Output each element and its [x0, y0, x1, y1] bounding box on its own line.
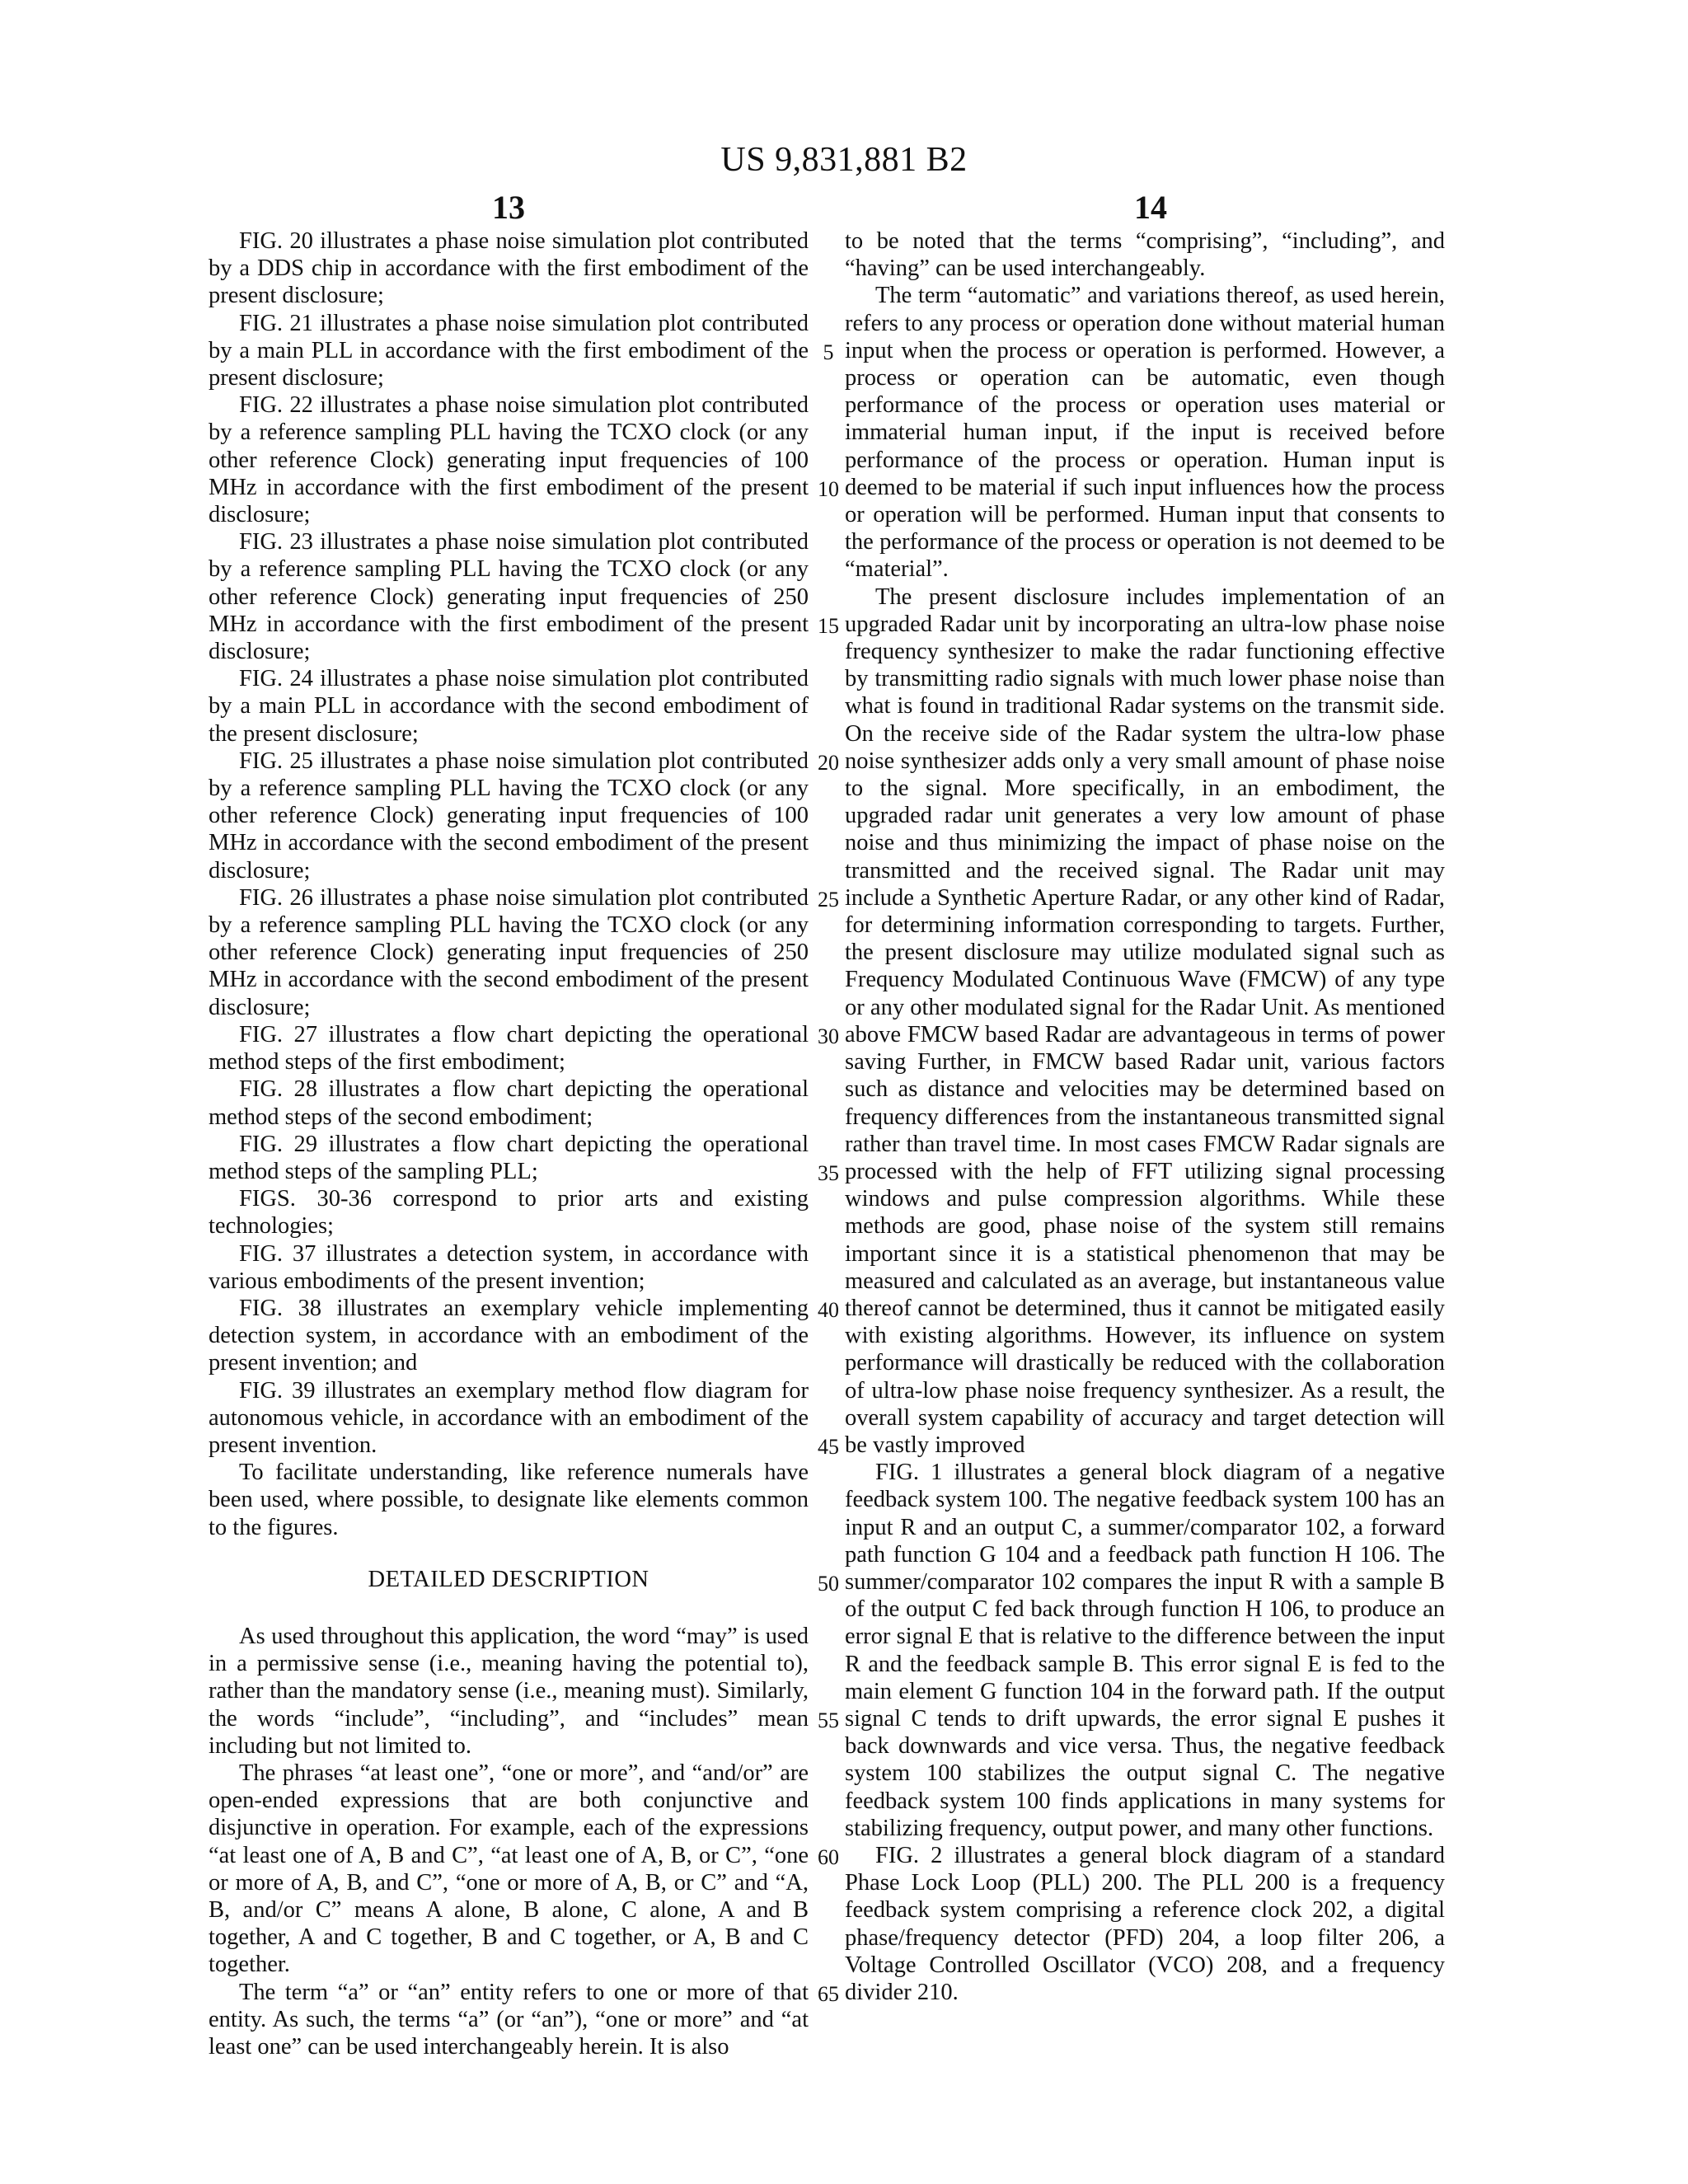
right-column [845, 227, 1445, 2006]
paragraph: FIG. 24 illustrates a phase noise simulation plot contributed by a main PLL in accordance with the second embodiment of the present disclosure; [209, 666, 809, 747]
page-number-right: 14 [1134, 189, 1167, 226]
paragraph: The term “a” or “an” entity refers to one or more of that entity. As such, the terms “a” (or “an”), “one or more” and “at least one” can be used interchangeably herein. It is also [209, 1979, 809, 2060]
paragraph: FIG. 29 illustrates a flow chart depicting the operational method steps of the sampling PLL; [209, 1131, 809, 1184]
line-number: 65 [818, 1982, 839, 2006]
line-number: 5 [823, 340, 834, 364]
paragraph: FIG. 23 illustrates a phase noise simulation plot contributed by a reference sampling PLL having the TCXO clock (or any other reference Clock) generating input frequencies of 250 MHz in accordance with the first embodiment of the present disclosure; [209, 529, 809, 665]
line-number: 15 [818, 614, 839, 638]
line-number: 45 [818, 1435, 839, 1459]
line-number: 10 [818, 477, 839, 501]
paragraph: FIG. 38 illustrates an exemplary vehicle implementing detection system, in accordance with an embodiment of the present invention; and [209, 1295, 809, 1376]
section-heading: DETAILED DESCRIPTION [368, 1566, 649, 1592]
paragraph: FIG. 39 illustrates an exemplary method flow diagram for autonomous vehicle, in accordance with an embodiment of the present invention. [209, 1377, 809, 1458]
paragraph: FIG. 22 illustrates a phase noise simulation plot contributed by a reference sampling PLL having the TCXO clock (or any other reference Clock) generating input frequencies of 100 MHz in accordance with the first embodiment of the present disclosure; [209, 392, 809, 528]
paragraph: FIG. 20 illustrates a phase noise simulation plot contributed by a DDS chip in accordance with the first embodiment of the present disclosure; [209, 228, 809, 309]
line-number: 50 [818, 1572, 839, 1596]
patent-number: US 9,831,881 B2 [720, 141, 968, 179]
paragraph: to be noted that the terms “comprising”, “including”, and “having” can be used interchangeably. [845, 228, 1445, 282]
paragraph: FIG. 27 illustrates a flow chart depicting the operational method steps of the first embodiment; [209, 1021, 809, 1076]
line-number: 25 [818, 888, 839, 912]
paragraph: FIGS. 30-36 correspond to prior arts and existing technologies; [209, 1186, 809, 1240]
paragraph: The present disclosure includes implementation of an upgraded Radar unit by incorporating an ultra-low phase noise frequency synthesizer to make the radar functioning effective by transmitting radio signals with much lower phase noise than what is found in traditional Radar systems on the transmit side. On the receive side of the Radar system the ultra-low phase noise synthesizer adds only a very small amount of phase noise to the signal. More specifically, in an embodiment, the upgraded radar unit generates a very low amount of phase noise and thus minimizing the impact of phase noise on the transmitted and the received signal. The Radar unit may include a Synthetic Aperture Radar, or any other kind of Radar, for determining information corresponding to targets. Further, the present disclosure may utilize modulated signal such as Frequency Modulated Continuous Wave (FMCW) of any type or any other modulated signal for the Radar Unit. As mentioned above FMCW based Radar are advantageous in terms of power saving Further, in FMCW based Radar unit, various factors such as distance and velocities may be determined based on frequency differences from the instantaneous transmitted signal rather than travel time. In most cases FMCW Radar signals are processed with the help of FFT utilizing signal processing windows and pulse compression algorithms. While these methods are good, phase noise of the system still remains important since it is a statistical phenomenon that may be measured and calculated as an average, but instantaneous value thereof cannot be determined, thus it cannot be mitigated easily with existing algorithms. However, its influence on system performance will drastically be reduced with the collaboration of ultra-low phase noise frequency synthesizer. As a result, the overall system capability of accuracy and target detection will be vastly improved [845, 583, 1445, 1458]
paragraph: FIG. 26 illustrates a phase noise simulation plot contributed by a reference sampling PLL having the TCXO clock (or any other reference Clock) generating input frequencies of 250 MHz in accordance with the second embodiment of the present disclosure; [209, 884, 809, 1020]
line-number: 55 [818, 1708, 839, 1732]
line-number: 20 [818, 751, 839, 775]
paragraph: FIG. 25 illustrates a phase noise simulation plot contributed by a reference sampling PLL having the TCXO clock (or any other reference Clock) generating input frequencies of 100 MHz in accordance with the second embodiment of the present disclosure; [209, 748, 809, 883]
line-number: 30 [818, 1024, 839, 1048]
paragraph: To facilitate understanding, like reference numerals have been used, where possible, to designate like elements common to the figures. [209, 1460, 809, 1540]
page-number-left: 13 [492, 189, 525, 226]
paragraph: FIG. 21 illustrates a phase noise simulation plot contributed by a main PLL in accordance with the first embodiment of the present disclosure; [209, 310, 809, 391]
paragraph: The term “automatic” and variations thereof, as used herein, refers to any process or operation done without material human input when the process or operation is performed. However, a process or operation can be automatic, even though performance of the process or operation uses material or immaterial human input, if the input is received before performance of the process or operation. Human input is deemed to be material if such input influences how the process or operation will be performed. Human input that consents to the performance of the process or operation is not deemed to be “material”. [845, 283, 1445, 583]
line-number: 60 [818, 1845, 839, 1869]
left-column [209, 227, 809, 2060]
paragraph: The phrases “at least one”, “one or more”, and “and/or” are open-ended expressions that are both conjunctive and disjunctive in operation. For example, each of the expressions “at least one of A, B and C”, “at least one of A, B, or C”, “one or more of A, B, and C”, “one or more of A, B, or C” and “A, B, and/or C” means A alone, B alone, C alone, A and B together, A and C together, B and C together, or A, B and C together. [209, 1760, 809, 1978]
paragraph: FIG. 1 illustrates a general block diagram of a negative feedback system 100. The negative feedback system 100 has an input R and an output C, a summer/comparator 102, a forward path function G 104 and a feedback path function H 106. The summer/comparator 102 compares the input R with a sample B of the output C fed back through function H 106, to produce an error signal E that is relative to the difference between the input R and the feedback sample B. This error signal E is fed to the main element G function 104 in the forward path. If the output signal C tends to drift upwards, the error signal E pushes it back downwards and vice versa. Thus, the negative feedback system 100 stabilizes the output signal C. The negative feedback system 100 finds applications in many systems for stabilizing frequency, output power, and many other functions. [845, 1460, 1445, 1841]
paragraph: As used throughout this application, the word “may” is used in a permissive sense (i.e., meaning having the potential to), rather than the mandatory sense (i.e., meaning must). Similarly, the words “include”, “including”, and “includes” mean including but not limited to. [209, 1623, 809, 1759]
paragraph: FIG. 28 illustrates a flow chart depicting the operational method steps of the second embodiment; [209, 1076, 809, 1130]
line-number: 35 [818, 1161, 839, 1185]
paragraph: FIG. 2 illustrates a general block diagram of a standard Phase Lock Loop (PLL) 200. The PLL 200 is a frequency feedback system comprising a reference clock 202, a digital phase/frequency detector (PFD) 204, a loop filter 206, a Voltage Controlled Oscillator (VCO) 208, and a frequency divider 210. [845, 1842, 1445, 2005]
paragraph: FIG. 37 illustrates a detection system, in accordance with various embodiments of the present invention; [209, 1240, 809, 1294]
line-number: 40 [818, 1298, 839, 1322]
